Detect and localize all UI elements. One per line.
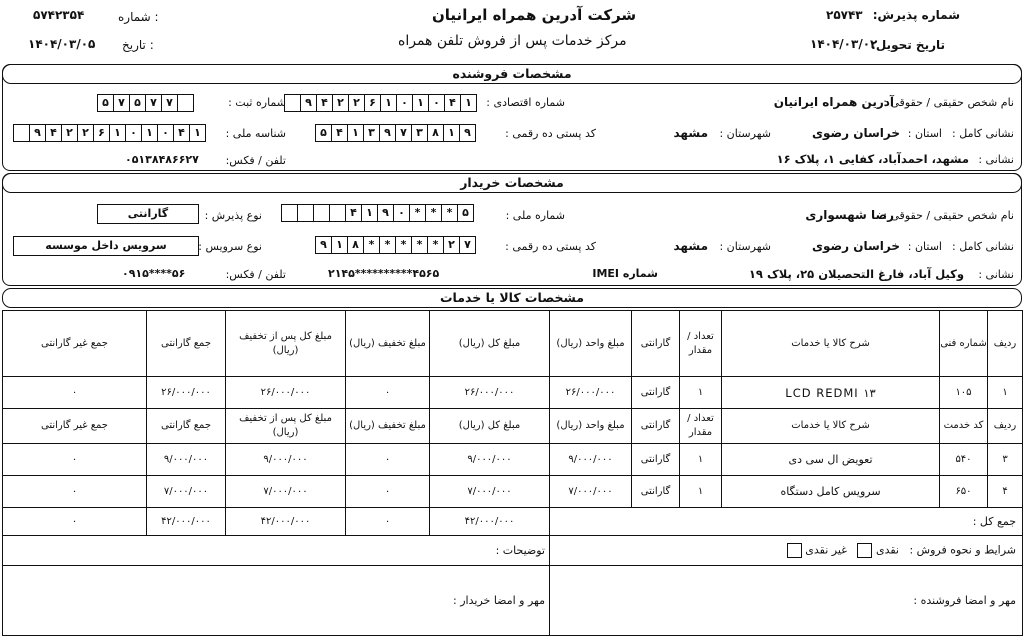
buyer-city-value: مشهد [673, 239, 708, 253]
digit [329, 205, 345, 221]
goods-section-title: مشخصات کالا یا خدمات [2, 288, 1022, 308]
buyer-service-type-value: سرویس داخل موسسه [13, 236, 199, 256]
digit [313, 205, 329, 221]
digit: ۴ [45, 125, 61, 141]
buyer-province-value: خراسان رضوی [812, 239, 900, 253]
digit: * [411, 237, 427, 253]
signature-row [3, 566, 1023, 636]
digit: ۹ [300, 95, 316, 111]
seller-city-label: شهرستان : [719, 127, 771, 140]
digit: ۱ [189, 125, 205, 141]
terms-label: شرایط و نحوه فروش : [909, 543, 1016, 557]
digit: ۳ [363, 125, 379, 141]
digit: ۷ [395, 125, 411, 141]
buyer-national-id [281, 204, 474, 222]
seller-economic-number [284, 94, 477, 112]
buyer-address-value: وکیل آباد، فارغ التحصیلان ۲۵، پلاک ۱۹ [748, 267, 964, 281]
digit: ۰ [393, 205, 409, 221]
total-label: جمع کل : [550, 508, 1023, 536]
totals-row [3, 508, 1023, 536]
cell: سرویس کامل دستگاه [722, 476, 940, 508]
seller-full-address-label: نشانی کامل : [952, 127, 1014, 140]
cell: ۱ [680, 476, 722, 508]
digit: ۸ [347, 237, 363, 253]
cell: ۰ [3, 508, 147, 536]
digit: ۵ [129, 95, 145, 111]
cash-checkbox[interactable] [857, 543, 872, 558]
seller-province-label: استان : [907, 127, 942, 140]
buyer-national-label: شماره ملی : [505, 209, 565, 222]
seller-signature-label: مهر و امضا فروشنده : [550, 566, 1023, 636]
header-cell: مبلغ کل پس از تخفیف (ریال) [226, 311, 346, 377]
digit: ۶ [364, 95, 380, 111]
digit: ۱ [141, 125, 157, 141]
digit: * [441, 205, 457, 221]
digit: ۲ [348, 95, 364, 111]
cell: ۹/۰۰۰/۰۰۰ [550, 444, 632, 476]
header-cell: جمع گارانتی [147, 409, 226, 444]
digit: ۲ [77, 125, 93, 141]
digit: ۵ [320, 126, 327, 139]
digit: ۹ [379, 125, 395, 141]
date-value: ۱۴۰۴/۰۳/۰۵ [28, 37, 96, 51]
number-value: ۵۷۴۲۳۵۴ [33, 8, 85, 22]
header-cell: ردیف [988, 311, 1023, 377]
service-center-subtitle: مرکز خدمات پس از فروش تلفن همراه [398, 33, 627, 49]
cell: ۰ [3, 444, 147, 476]
header-cell: جمع غیر گارانتی [3, 311, 147, 377]
cash-label: نقدی [875, 543, 899, 557]
digit: ۹ [377, 205, 393, 221]
digit: ۶ [93, 125, 109, 141]
buyer-province-label: استان : [907, 240, 942, 253]
buyer-phone-value: ۰۹۱۵****۵۶ [122, 267, 186, 280]
buyer-postal-label: کد پستی ده رقمی : [505, 240, 596, 253]
seller-postal-code [315, 124, 476, 142]
cell: ۷/۰۰۰/۰۰۰ [430, 476, 550, 508]
seller-national-id [13, 124, 206, 142]
buyer-reception-type-label: نوع پذیرش : [204, 209, 262, 222]
digit: ۱ [443, 125, 459, 141]
digit: * [395, 237, 411, 253]
header-cell: گارانتی [632, 409, 680, 444]
digit: ۵ [457, 205, 473, 221]
digit: ۱ [109, 125, 125, 141]
header-cell: جمع گارانتی [147, 311, 226, 377]
cell: ۴۲/۰۰۰/۰۰۰ [147, 508, 226, 536]
digit [297, 205, 313, 221]
cell: ۶۵۰ [940, 476, 988, 508]
digit: ۴ [316, 95, 332, 111]
cell: ۱ [988, 377, 1023, 409]
buyer-person-value: رضا شهسواری [805, 208, 894, 222]
buyer-city-label: شهرستان : [719, 240, 771, 253]
header-cell: مبلغ واحد (ریال) [550, 311, 632, 377]
digit: ۵ [102, 96, 109, 109]
cell: ۱ [680, 444, 722, 476]
buyer-signature-label: مهر و امضا خریدار : [3, 566, 550, 636]
digit: ۳ [411, 125, 427, 141]
header-cell: شرح کالا یا خدمات [722, 409, 940, 444]
header-cell: شرح کالا یا خدمات [722, 311, 940, 377]
notes-label: توضیحات : [3, 536, 550, 566]
noncash-label: غیر نقدی [805, 543, 847, 557]
digit: ۱ [361, 205, 377, 221]
header-cell: مبلغ کل (ریال) [430, 409, 550, 444]
seller-national-label: شناسه ملی : [225, 127, 286, 140]
cell: ۰ [3, 377, 147, 409]
cell: ۳ [988, 444, 1023, 476]
header-cell: جمع غیر گارانتی [3, 409, 147, 444]
digit [14, 125, 29, 141]
digit: ۴ [345, 205, 361, 221]
digit: * [409, 205, 425, 221]
buyer-service-type-label: نوع سرویس : [198, 240, 262, 253]
seller-postal-label: کد پستی ده رقمی : [505, 127, 596, 140]
buyer-full-address-label: نشانی کامل : [952, 240, 1014, 253]
cell: ۴ [988, 476, 1023, 508]
table-row [3, 476, 1023, 508]
digit: ۲ [443, 237, 459, 253]
cell: ۰ [3, 476, 147, 508]
header-cell: ردیف [988, 409, 1023, 444]
cell: ۹/۰۰۰/۰۰۰ [226, 444, 346, 476]
buyer-postal-code [315, 236, 476, 254]
digit: ۱ [347, 125, 363, 141]
digit: ۴ [444, 95, 460, 111]
header-cell: شماره فنی [940, 311, 988, 377]
seller-phone-label: تلفن / فکس: [225, 154, 286, 167]
digit: ۴ [331, 125, 347, 141]
buyer-imei-value: ۲۱۴۵**********۴۵۶۵ [328, 267, 440, 280]
header-cell: مبلغ کل پس از تخفیف (ریال) [226, 409, 346, 444]
digit: ۱ [380, 95, 396, 111]
digit: ۱ [412, 95, 428, 111]
cell: گارانتی [632, 377, 680, 409]
seller-person-value: آدرین همراه ایرانیان [773, 95, 894, 109]
digit: * [379, 237, 395, 253]
header-cell: مبلغ تخفیف (ریال) [346, 409, 430, 444]
digit: ۹ [29, 125, 45, 141]
cell: ۷/۰۰۰/۰۰۰ [226, 476, 346, 508]
cell: ۴۲/۰۰۰/۰۰۰ [226, 508, 346, 536]
seller-city-value: مشهد [673, 126, 708, 140]
cell: ۲۶/۰۰۰/۰۰۰ [430, 377, 550, 409]
cell: ۷/۰۰۰/۰۰۰ [147, 476, 226, 508]
cell: تعویض ال سی دی [722, 444, 940, 476]
buyer-person-label: نام شخص حقیقی / حقوقی : [883, 209, 1014, 222]
cell: ۰ [346, 476, 430, 508]
header-cell: کد خدمت [940, 409, 988, 444]
digit: * [363, 237, 379, 253]
header-cell: تعداد / مقدار [680, 409, 722, 444]
digit: ۲ [332, 95, 348, 111]
header-cell: گارانتی [632, 311, 680, 377]
reception-number-value: ۲۵۷۴۳ [826, 8, 863, 22]
buyer-address-label: نشانی : [978, 268, 1014, 281]
delivery-date-label: تاریخ تحویل: [871, 38, 945, 52]
date-label: تاریخ : [122, 38, 154, 52]
table-row [3, 444, 1023, 476]
header-cell: مبلغ تخفیف (ریال) [346, 311, 430, 377]
digit: * [427, 237, 443, 253]
terms-cell [550, 536, 1023, 566]
number-label: شماره : [118, 10, 159, 24]
buyer-section-title: مشخصات خریدار [2, 173, 1022, 193]
digit: ۷ [113, 95, 129, 111]
seller-reg-number [97, 94, 194, 112]
digit: ۲ [61, 125, 77, 141]
seller-section-title: مشخصات فروشنده [2, 64, 1022, 84]
seller-reg-label: شماره ثبت : [228, 96, 286, 109]
seller-economic-label: شماره اقتصادی : [486, 96, 565, 109]
cell: ۲۶/۰۰۰/۰۰۰ [226, 377, 346, 409]
digit: ۴ [173, 125, 189, 141]
cell: ۵۴۰ [940, 444, 988, 476]
table-row [3, 377, 1023, 409]
seller-address-label: نشانی : [978, 153, 1014, 166]
digit: ۷ [145, 95, 161, 111]
digit [177, 95, 193, 111]
company-name: شرکت آدرین همراه ایرانیان [432, 6, 637, 24]
digit: ۷ [459, 237, 475, 253]
cell: LCD REDMI ۱۳ [722, 377, 940, 409]
cell: ۷/۰۰۰/۰۰۰ [550, 476, 632, 508]
digit: ۸ [427, 125, 443, 141]
digit: ۹ [459, 125, 475, 141]
header-cell: مبلغ کل (ریال) [430, 311, 550, 377]
digit: ۱ [331, 237, 347, 253]
noncash-checkbox[interactable] [787, 543, 802, 558]
seller-phone-value: ۰۵۱۳۸۴۸۶۶۲۷ [125, 153, 199, 166]
cell: ۹/۰۰۰/۰۰۰ [430, 444, 550, 476]
digit [285, 95, 300, 111]
digit: ۷ [161, 95, 177, 111]
buyer-imei-label: شماره IMEI [592, 267, 658, 280]
header-cell: تعداد / مقدار [680, 311, 722, 377]
seller-address-value: مشهد، احمدآباد، کفایی ۱، پلاک ۱۶ [776, 152, 969, 166]
terms-row [3, 536, 1023, 566]
digit: ۹ [320, 238, 327, 251]
cell: گارانتی [632, 476, 680, 508]
goods-header-row [3, 311, 1023, 377]
cell: ۲۶/۰۰۰/۰۰۰ [550, 377, 632, 409]
cell: ۹/۰۰۰/۰۰۰ [147, 444, 226, 476]
cell: ۰ [346, 444, 430, 476]
seller-person-label: نام شخص حقیقی / حقوقی : [883, 96, 1014, 109]
cell: ۱ [680, 377, 722, 409]
digit: * [425, 205, 441, 221]
cell: ۴۲/۰۰۰/۰۰۰ [430, 508, 550, 536]
buyer-phone-label: تلفن / فکس: [225, 268, 286, 281]
cell: ۰ [346, 377, 430, 409]
delivery-date-value: ۱۴۰۴/۰۳/۰۲ [810, 37, 878, 51]
digit: ۰ [125, 125, 141, 141]
seller-province-value: خراسان رضوی [812, 126, 900, 140]
cell: گارانتی [632, 444, 680, 476]
digit: ۱ [460, 95, 476, 111]
digit: ۰ [157, 125, 173, 141]
cell: ۱۰۵ [940, 377, 988, 409]
goods-table [2, 310, 1023, 636]
digit [282, 205, 297, 221]
digit: ۰ [428, 95, 444, 111]
goods-header-row-2 [3, 409, 1023, 444]
cell: ۲۶/۰۰۰/۰۰۰ [147, 377, 226, 409]
header-cell: مبلغ واحد (ریال) [550, 409, 632, 444]
digit: ۰ [396, 95, 412, 111]
cell: ۰ [346, 508, 430, 536]
reception-number-label: شماره پذیرش: [872, 8, 960, 22]
buyer-reception-type-value: گارانتی [97, 204, 199, 224]
